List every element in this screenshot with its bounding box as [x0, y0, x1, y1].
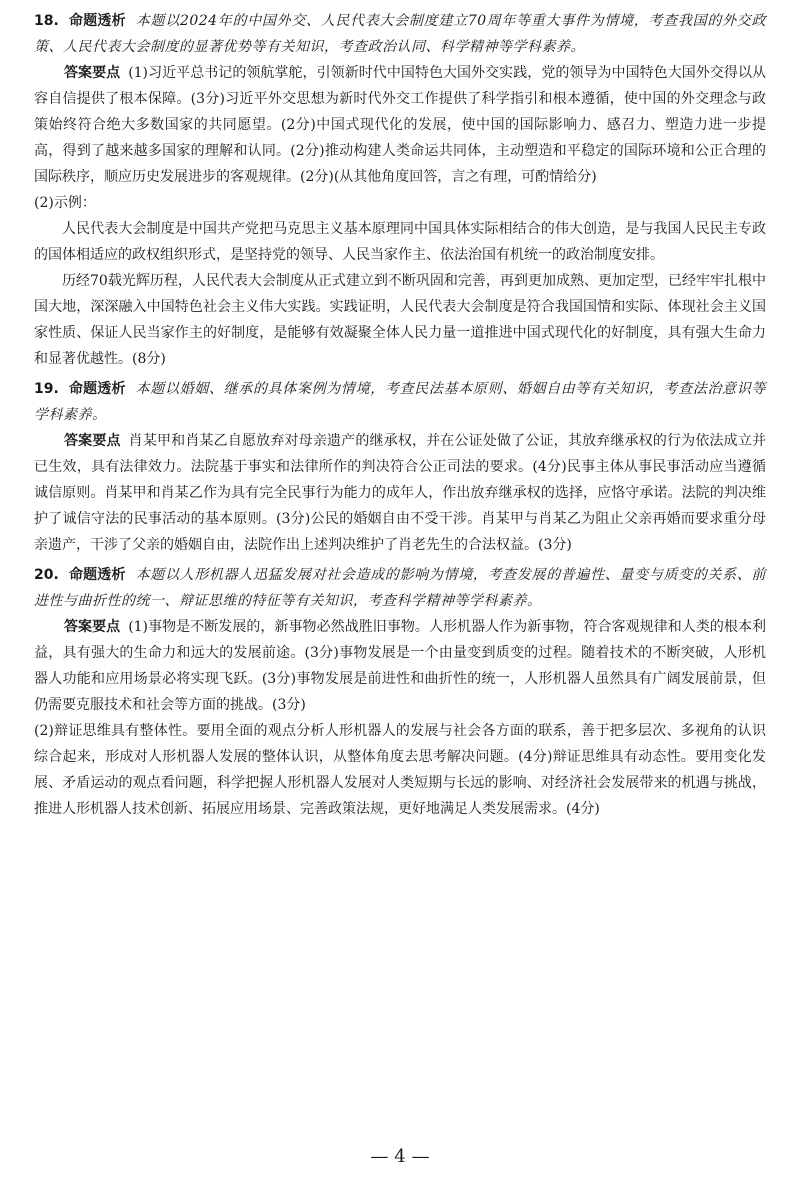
q18-analysis-label: 命题透析	[68, 13, 126, 29]
q19-number: 19.	[34, 381, 59, 397]
q19-answer	[34, 428, 766, 558]
q20-answer-part1: (1)事物是不断发展的，新事物必然战胜旧事物。人形机器人作为新事物，符合客观规律和人类的根本利益，具有强大的生命力和远大的发展前途。(3分)事物发展是一个由量变到质变的过程。随着技术的不断突破，人形机器人功能和应用场景必将实现飞跃。(3分)事物发展是前进性和曲折性的统一，人形机器人虽然具有广阔发展前景，但仍需要克服技术和社会等方面的挑战。(3分)	[34, 619, 766, 713]
q18-answer-label: 答案要点	[64, 65, 121, 81]
q18-answer-part1: (1)习近平总书记的领航掌舵，引领新时代中国特色大国外交实践，党的领导为中国特色大国外交得以从容自信提供了根本保障。(3分)习近平外交思想为新时代外交工作提供了科学指引和根本遵循，使中国的外交理念与政策始终符合绝大多数国家的共同愿望。(2分)中国式现代化的发展，使中国的国际影响力、感召力、塑造力进一步提高，得到了越来越多国家的理解和认同。(2分)推动构建人类命运共同体，主动塑造和平稳定的国际环境和公正合理的国际秩序，顺应历史发展进步的客观规律。(2分)(从其他角度回答，言之有理，可酌情给分)	[34, 65, 766, 185]
q18-number: 18.	[34, 13, 59, 29]
question-20	[34, 562, 766, 822]
page-number: — 4 —	[370, 1146, 430, 1167]
q20-analysis-label: 命题透析	[68, 567, 126, 583]
q19-analysis	[34, 376, 766, 428]
q19-answer-text: 肖某甲和肖某乙自愿放弃对母亲遗产的继承权，并在公证处做了公证，其放弃继承权的行为依法成立并已生效，具有法律效力。法院基于事实和法律所作的判决符合公正司法的要求。(4分)民事主体从事民事活动应当遵循诚信原则。肖某甲和肖某乙作为具有完全民事行为能力的成年人，作出放弃继承权的选择，应恪守承诺。法院的判决维护了诚信守法的民事活动的基本原则。(3分)公民的婚姻自由不受干涉。肖某甲与肖某乙为阻止父亲再婚而要求重分母亲遗产，干涉了父亲的婚姻自由，法院作出上述判决维护了肖老先生的合法权益。(3分)	[34, 433, 767, 553]
q18-analysis-text: 本题以2024年的中国外交、人民代表大会制度建立70周年等重大事件为情境，考查我国的外交政策、人民代表大会制度的显著优势等有关知识，考查政治认同、科学精神等学科素养。	[34, 13, 766, 55]
q19-analysis-label: 命题透析	[68, 381, 126, 397]
q18-analysis	[34, 8, 766, 60]
question-19	[34, 376, 766, 558]
q19-analysis-text: 本题以婚姻、继承的具体案例为情境，考查民法基本原则、婚姻自由等有关知识，考查法治意识等学科素养。	[34, 381, 767, 423]
q19-answer-label: 答案要点	[64, 433, 121, 449]
q20-analysis	[34, 562, 766, 614]
q20-number: 20.	[34, 567, 59, 583]
q20-answer	[34, 614, 766, 718]
question-18	[34, 8, 766, 372]
q18-example-para2: 历经70载光辉历程，人民代表大会制度从正式建立到不断巩固和完善，再到更加成熟、更加定型，已经牢牢扎根中国大地，深深融入中国特色社会主义伟大实践。实践证明，人民代表大会制度是符合我国国情和实际、体现社会主义国家性质、保证人民当家作主的好制度，是能够有效凝聚全体人民力量一道推进中国式现代化的好制度，具有强大生命力和显著优越性。(8分)	[34, 273, 766, 367]
q18-answer	[34, 60, 766, 190]
q20-answer-label: 答案要点	[64, 619, 121, 635]
q20-analysis-text: 本题以人形机器人迅猛发展对社会造成的影响为情境，考查发展的普遍性、量变与质变的关系、前进性与曲折性的统一、辩证思维的特征等有关知识，考查科学精神等学科素养。	[34, 567, 767, 609]
q20-answer-part2: (2)辩证思维具有整体性。要用全面的观点分析人形机器人的发展与社会各方面的联系，善于把多层次、多视角的认识综合起来，形成对人形机器人发展的整体认识，从整体角度去思考解决问题。(4分)辩证思维具有动态性。要用变化发展、矛盾运动的观点看问题，科学把握人形机器人发展对人类短期与长远的影响、对经济社会发展带来的机遇与挑战，推进人形机器人技术创新、拓展应用场景、完善政策法规，更好地满足人类发展需求。(4分)	[34, 723, 766, 817]
q18-example-para1: 人民代表大会制度是中国共产党把马克思主义基本原理同中国具体实际相结合的伟大创造，是与我国人民民主专政的国体相适应的政权组织形式，是坚持党的领导、人民当家作主、依法治国有机统一的政治制度安排。	[34, 221, 766, 263]
q18-part2-label: (2)示例：	[34, 195, 96, 211]
